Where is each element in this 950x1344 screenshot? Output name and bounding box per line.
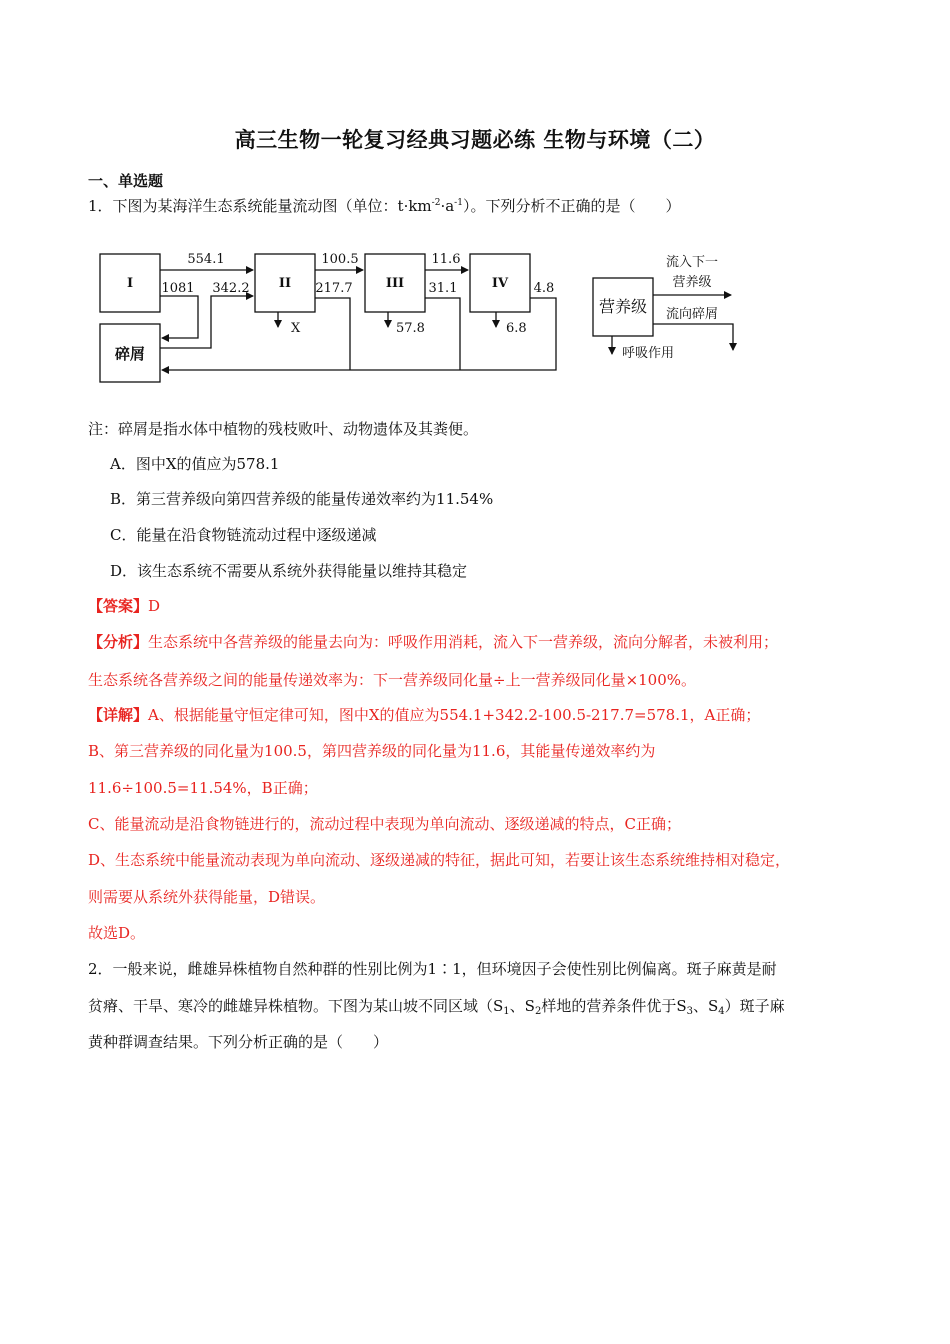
value-342: 342.2: [212, 281, 250, 296]
value-11: 11.6: [431, 252, 461, 267]
value-31: 31.1: [428, 281, 458, 296]
question-1-note: 注：碎屑是指水体中植物的残枝败叶、动物遗体及其粪便。: [88, 420, 479, 438]
value-217: 217.7: [315, 281, 353, 296]
label-IV: IV: [491, 276, 509, 291]
question-1-stem: 1．下图为某海洋生态系统能量流动图（单位：$t\cdot km^{-2}\cdot a^{-1}$）。下列分析不正确的是（ ）: [88, 197, 681, 215]
answer-line: 【答案】D: [88, 597, 161, 615]
value-554: 554.1: [187, 252, 225, 267]
legend-respiration: 呼吸作用: [622, 346, 675, 361]
option-b: B．第三营养级向第四营养级的能量传递效率约为11.54%: [110, 490, 494, 508]
option-c: C．能量在沿食物链流动过程中逐级递减: [110, 526, 377, 544]
value-1081: 1081: [161, 281, 195, 296]
legend-detritus: 流向碎屑: [665, 307, 719, 322]
option-d: D．该生态系统不需要从系统外获得能量以维持其稳定: [110, 562, 468, 580]
label-III: III: [385, 276, 405, 291]
label-detritus: 碎屑: [114, 345, 146, 363]
legend-box-label: 营养级: [598, 297, 648, 316]
detail-line-4: C、能量流动是沿食物链进行的，流动过程中表现为单向流动、逐级递减的特点，C正确；: [88, 815, 681, 833]
detail-line-6: 则需要从系统外获得能量，D错误。: [88, 888, 326, 906]
legend-next-line2: 营养级: [672, 275, 712, 290]
value-100: 100.5: [321, 252, 359, 267]
label-II: II: [278, 276, 292, 291]
detail-line-1: 【详解】A、根据能量守恒定律可知，图中X的值应为554.1+342.2-100.5-217.7=578.1，A正确；: [88, 706, 761, 724]
section-heading: 一、单选题: [88, 172, 164, 190]
label-I: I: [126, 276, 134, 291]
page-title: 高三生物一轮复习经典习题必练 生物与环境（二）: [234, 127, 716, 152]
analysis-line-1: 【分析】生态系统中各营养级的能量去向为：呼吸作用消耗，流入下一营养级，流向分解者，未被利用；: [88, 633, 779, 651]
question-2-line-1: 2．一般来说，雌雄异株植物自然种群的性别比例为1∶1，但环境因子会使性别比例偏离。斑子麻黄是耐: [88, 960, 777, 978]
legend-next-line1: 流入下一: [665, 255, 719, 270]
question-2-line-2: 贫瘠、干旱、寒冷的雌雄异株植物。下图为某山坡不同区域（$S_1$、$S_2$样地的营养条件优于$S_3$、$S_4$）斑子麻: [88, 997, 785, 1017]
value-6: 6.8: [506, 321, 527, 336]
question-2-line-3: 黄种群调查结果。下列分析正确的是（ ）: [88, 1033, 389, 1051]
detail-line-5: D、生态系统中能量流动表现为单向流动、逐级递减的特征，据此可知，若要让该生态系统维持相对稳定，: [88, 851, 791, 869]
conclusion-line: 故选D。: [88, 924, 146, 942]
detail-line-2: B、第三营养级的同化量为100.5，第四营养级的同化量为11.6，其能量传递效率约为: [88, 742, 656, 760]
option-a: A．图中X的值应为578.1: [110, 455, 280, 473]
analysis-line-2: 生态系统各营养级之间的能量传递效率为：下一营养级同化量÷上一营养级同化量×100%。: [88, 671, 697, 689]
value-57: 57.8: [396, 321, 425, 336]
value-x: X: [291, 321, 301, 336]
value-4: 4.8: [533, 281, 555, 296]
detail-line-3: 11.6÷100.5=11.54%，B正确；: [88, 779, 318, 797]
energy-flow-diagram: [88, 240, 748, 390]
